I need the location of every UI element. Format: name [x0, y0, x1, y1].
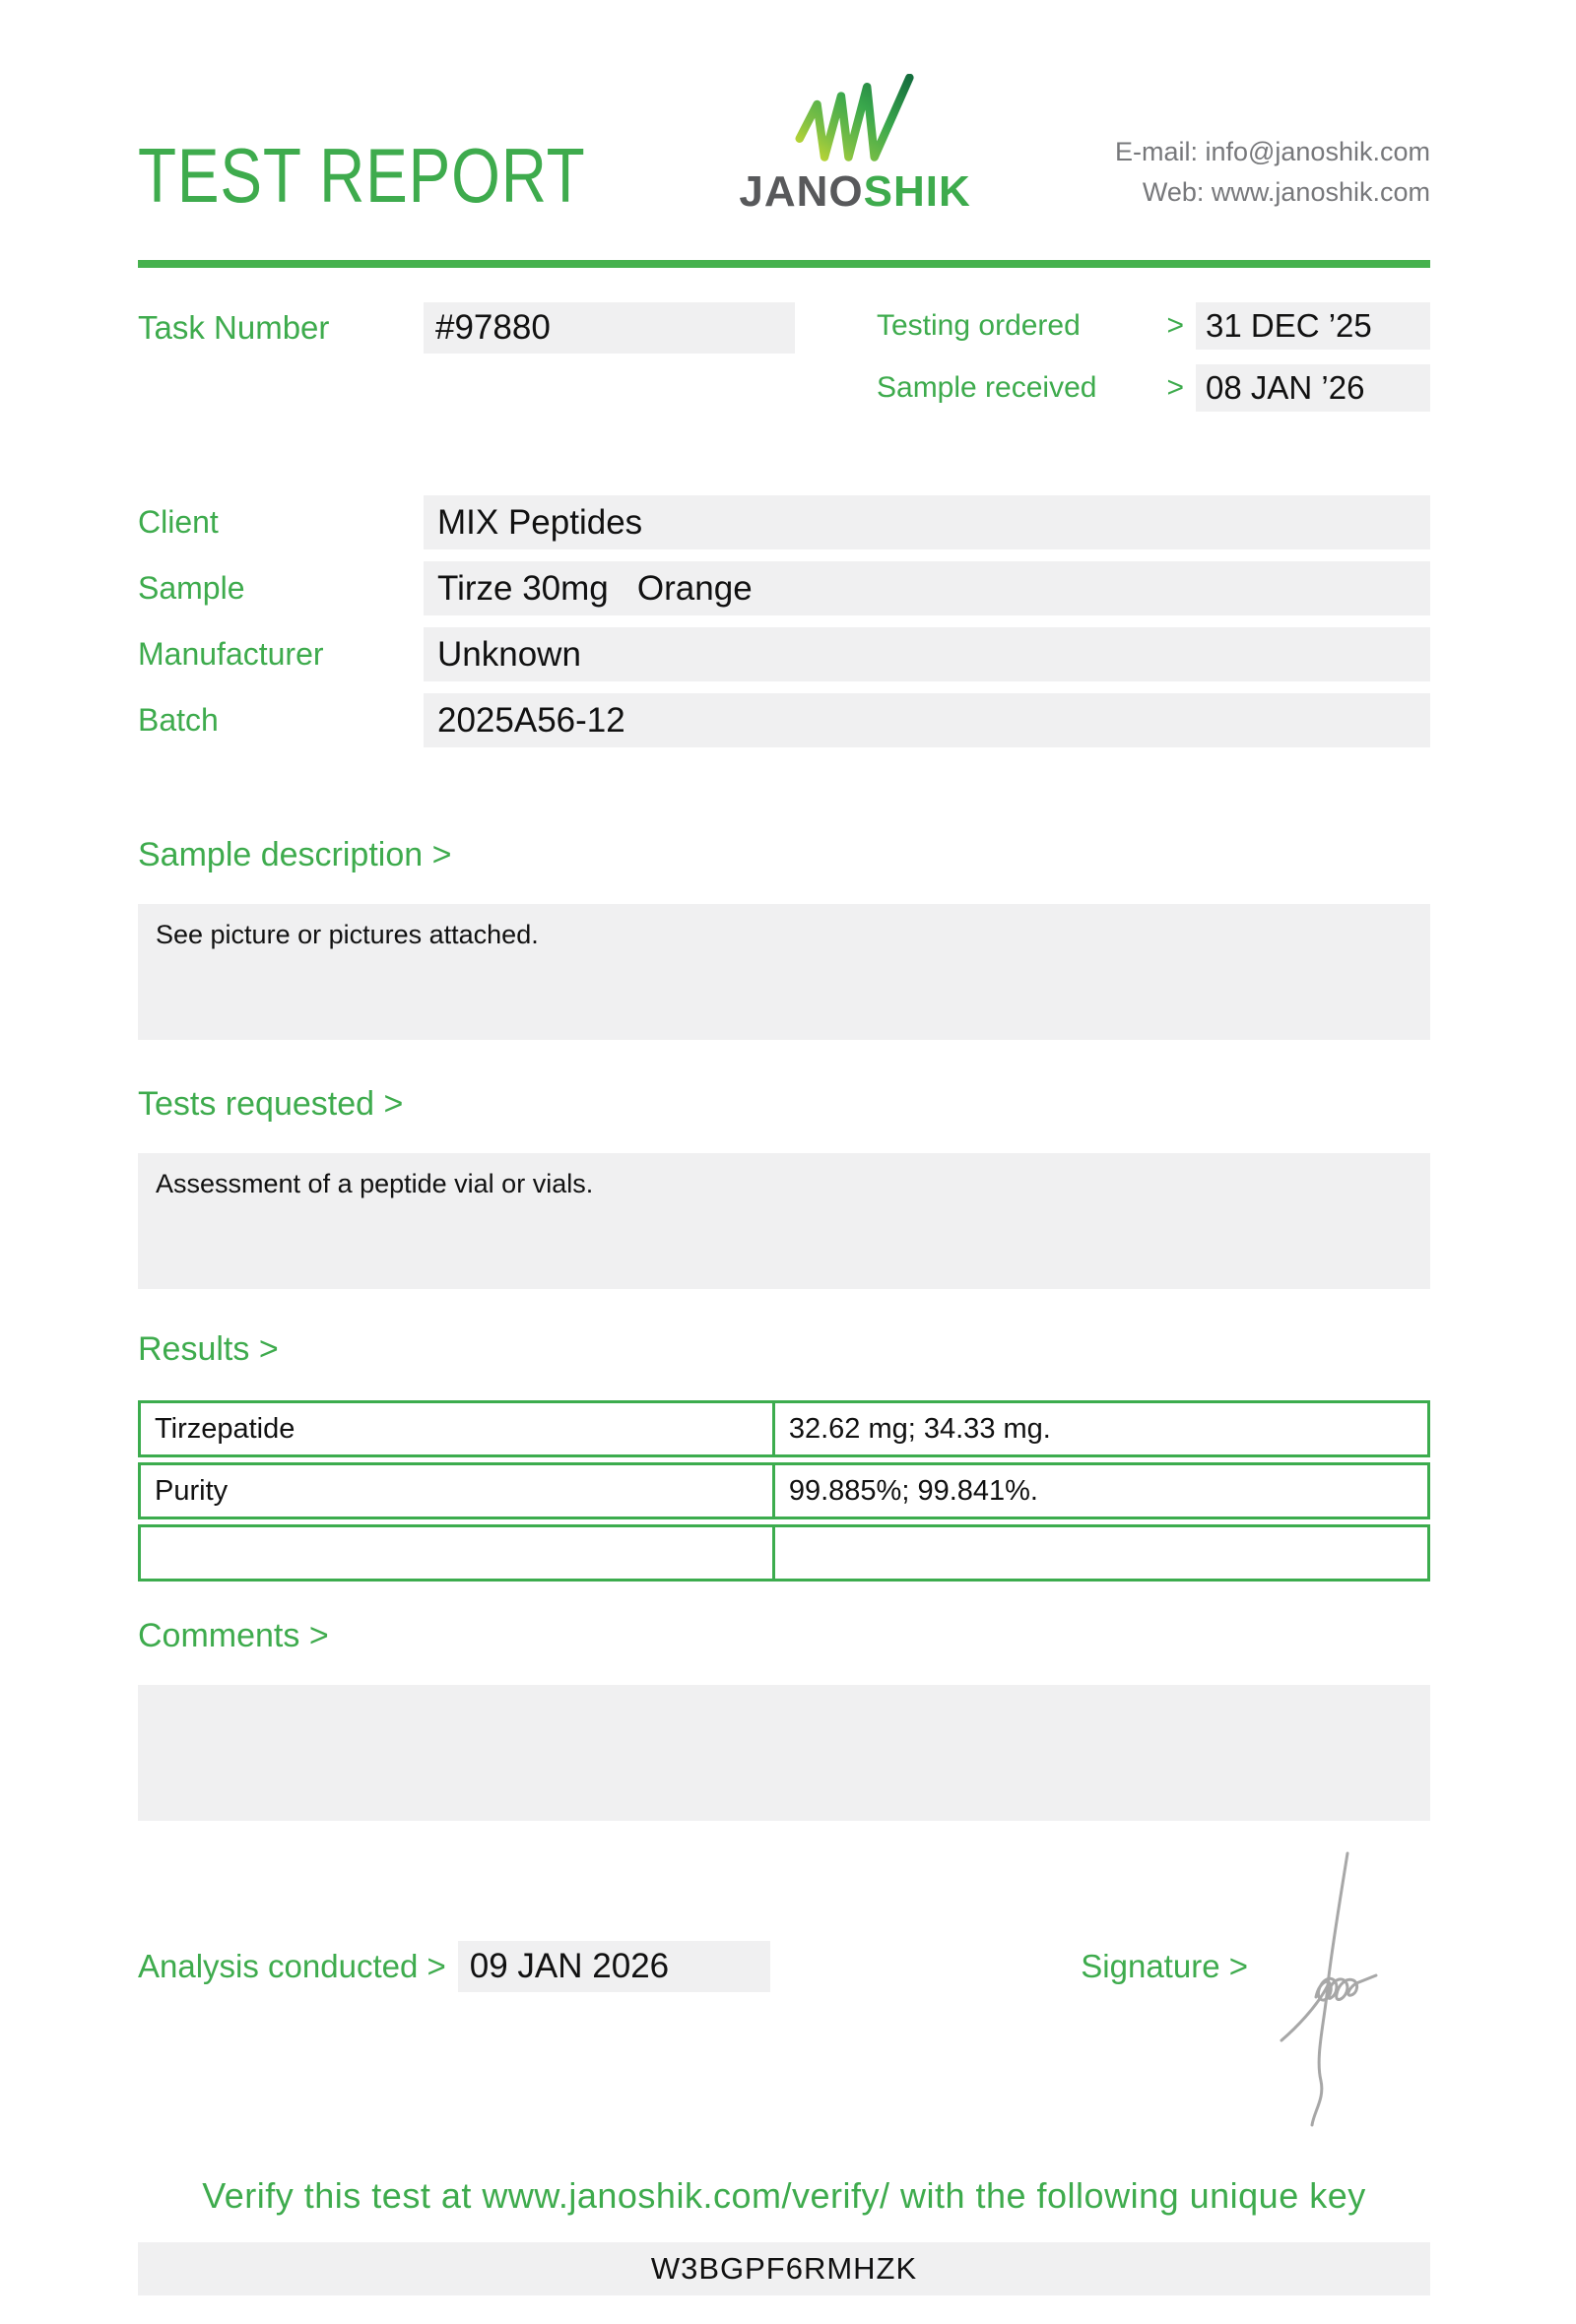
batch-label: Batch [138, 702, 219, 738]
chart-growth-icon [795, 74, 915, 166]
sample-info-section [138, 495, 1430, 747]
analysis-signature-row [138, 1941, 1430, 1992]
testing-ordered-row [877, 302, 1430, 350]
logo-wordmark [739, 167, 971, 216]
header [138, 84, 1430, 219]
signature-label: Signature > [1081, 1948, 1248, 1984]
results-table [138, 1400, 1430, 1582]
sample-label: Sample [138, 570, 245, 606]
tests-requested-heading: Tests requested > [138, 1085, 404, 1123]
content-area [138, 0, 1430, 2295]
sample-received-labelwrap [877, 371, 1184, 405]
signature-scribble [1274, 1840, 1387, 2135]
contact-block [1115, 132, 1430, 214]
task-number-label: Task Number [138, 309, 330, 346]
result-value-cell: 99.885%; 99.841%. [788, 1474, 1038, 1507]
contact-email: E-mail: info@janoshik.com [1114, 137, 1430, 166]
results-heading: Results > [138, 1330, 279, 1368]
result-name-cell [141, 1527, 775, 1579]
sample-received-arrow-icon: > [1166, 371, 1184, 404]
task-number-group [138, 302, 795, 354]
info-row-sample [138, 561, 1430, 615]
testing-ordered-arrow-icon: > [1166, 309, 1184, 342]
testing-ordered-labelwrap [877, 309, 1184, 343]
table-row [138, 1462, 1430, 1519]
sample-description-box: See picture or pictures attached. [138, 904, 1430, 1040]
table-row [138, 1400, 1430, 1457]
manufacturer-field: Unknown [424, 627, 1430, 681]
header-divider [138, 260, 1430, 268]
task-dates-row [138, 302, 1430, 412]
verify-instruction: Verify this test at www.janoshik.com/verify/ with the following unique key [202, 2175, 1366, 2216]
info-row-client [138, 495, 1430, 549]
info-row-batch [138, 693, 1430, 747]
comments-box [138, 1685, 1430, 1821]
client-field: MIX Peptides [424, 495, 1430, 549]
comments-heading: Comments > [138, 1617, 329, 1654]
batch-field: 2025A56-12 [424, 693, 1430, 747]
logo-word-gray: JANO [739, 167, 864, 216]
verify-key-field: W3BGPF6RMHZK [138, 2242, 1430, 2295]
page-title: TEST REPORT [138, 132, 586, 219]
sample-field: Tirze 30mg Orange [424, 561, 1430, 615]
manufacturer-label: Manufacturer [138, 636, 324, 672]
analysis-date-field: 09 JAN 2026 [458, 1941, 770, 1992]
contact-web: Web: www.janoshik.com [1142, 176, 1430, 207]
sample-received-field: 08 JAN ’26 [1196, 364, 1430, 412]
dates-group [877, 302, 1430, 412]
sample-description-heading: Sample description > [138, 836, 452, 873]
janoshik-logo [739, 74, 970, 214]
result-value-cell [775, 1527, 1427, 1579]
testing-ordered-label: Testing ordered [877, 309, 1081, 342]
result-name-cell: Purity [141, 1465, 775, 1517]
task-number-field: #97880 [424, 302, 795, 354]
info-row-manufacturer [138, 627, 1430, 681]
result-value-cell: 32.62 mg; 34.33 mg. [788, 1412, 1051, 1445]
client-label: Client [138, 504, 219, 540]
logo-word-green: SHIK [863, 167, 971, 216]
result-name-cell: Tirzepatide [141, 1403, 775, 1454]
sample-received-label: Sample received [877, 371, 1097, 404]
sample-received-row [877, 364, 1430, 412]
testing-ordered-field: 31 DEC ’25 [1196, 302, 1430, 350]
analysis-conducted-label: Analysis conducted > [138, 1948, 446, 1984]
tests-requested-box: Assessment of a peptide vial or vials. [138, 1153, 1430, 1289]
table-row [138, 1524, 1430, 1582]
